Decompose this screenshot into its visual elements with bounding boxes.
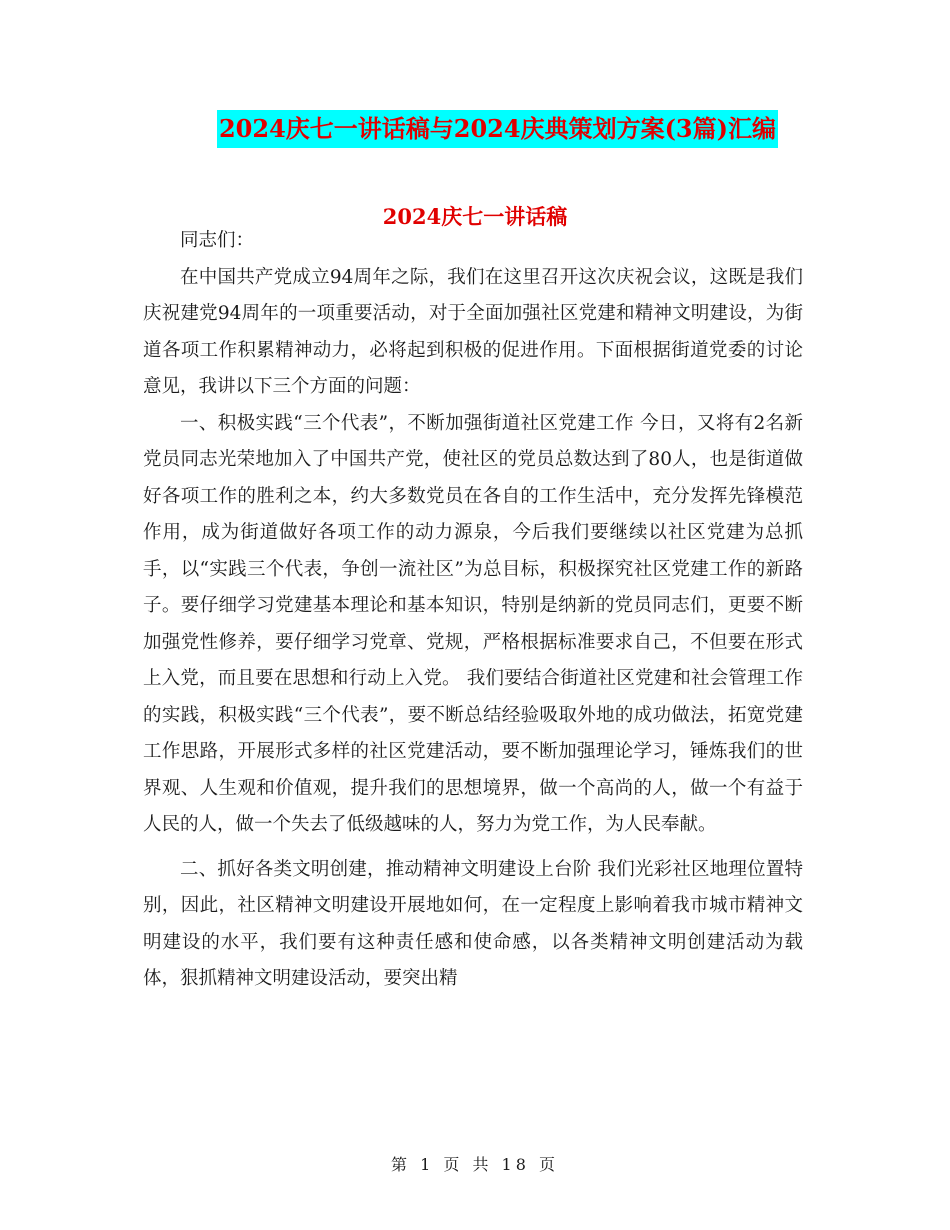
page-footer: 第 1 页 共 18 页 <box>391 1155 559 1174</box>
paragraph-intro: 在中国共产党成立94周年之际，我们在这里召开这次庆祝会议，这既是我们庆祝建党94周年的一项重要活动，对于全面加强社区党建和精神文明建设，为街道各项工作积累精神动力，必将起到积极的促进作用。下面根据街道党委的讨论意见，我讲以下三个方面的问题： <box>143 266 803 397</box>
paragraph-section-one: 一、积极实践“三个代表”，不断加强街道社区党建工作 今日，又将有2名新党员同志光荣地加入了中国共产党，使社区的党员总数达到了80人，也是街道做好各项工作的胜利之本，约大多数党员在各自的工作生活中，充分发挥先锋模范作用，成为街道做好各项工作的动力源泉，今后我们要继续以社区党建为总抓手，以“实践三个代表，争创一流社区”为总目标，积极探究社区党建工作的新路子。要仔细学习党建基本理论和基本知识，特别是纳新的党员同志们，更要不断加强党性修养，要仔细学习党章、党规，严格根据标准要求自己，不但要在形式上入党，而且要在思想和行动上入党。 我们要结合街道社区党建和社会管理工作的实践，积极实践“三个代表”，要不断总结经验吸取外地的成功做法，拓宽党建工作思路，开展形式多样的社区党建活动，要不断加强理论学习，锤炼我们的世界观、人生观和价值观，提升我们的思想境界，做一个高尚的人，做一个有益于人民的人，做一个失去了低级越味的人，努力为党工作，为人民奉献。 <box>143 412 803 835</box>
document-title: 2024庆七一讲话稿与2024庆典策划方案(3篇)汇编 <box>217 110 778 148</box>
document-body <box>143 223 803 998</box>
section-title: 2024庆七一讲话稿 <box>382 204 568 229</box>
paragraph-salutation: 同志们： <box>180 230 255 251</box>
document-title-wrapper <box>0 110 950 148</box>
paragraph-section-two: 二、抓好各类文明创建，推动精神文明建设上台阶 我们光彩社区地理位置特别，因此，社区精神文明建设开展地如何，在一定程度上影响着我市城市精神文明建设的水平，我们要有这种责任感和使命感，以各类精神文明创建活动为载体，狠抓精神文明建设活动，要突出精 <box>143 858 803 989</box>
